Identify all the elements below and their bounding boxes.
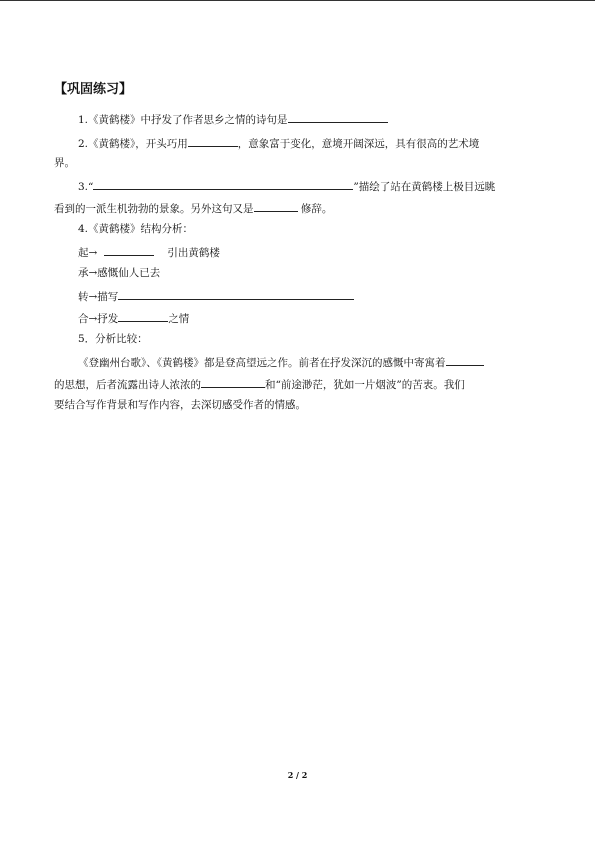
question-3-continued [54,200,332,216]
answer-blank-3a[interactable] [93,178,353,190]
structure-he-suffix: 之情 [168,313,190,325]
answer-blank-5a[interactable] [446,354,484,366]
page-number: 2 / 2 [287,770,308,780]
structure-qi-prefix: 起→ [78,247,98,259]
section-title: 【巩固练习】 [54,82,133,97]
question-3-text-b: ”描绘了站在黄鹤楼上极目远眺 [353,181,496,193]
question-4-heading: 4.《黄鹤楼》结构分析： [78,223,194,235]
question-5-line-3: 要结合写作背景和写作内容，去深切感受作者的情感。 [54,399,306,411]
structure-cheng: 承→感慨仙人已去 [78,267,161,279]
question-2-text-a: 2.《黄鹤楼》，开头巧用 [78,138,188,150]
structure-he [78,310,189,326]
structure-he-prefix: 合→抒发 [78,313,119,325]
question-3-text-d: 修辞。 [300,203,333,215]
question-3 [78,178,495,194]
question-3-text-a: 3.“ [78,181,94,193]
question-3-text-c: 看到的一派生机勃勃的景象。另外这句又是 [54,203,254,215]
question-5-heading: 5．分析比较： [78,333,148,345]
question-5-text-b: 的思想，后者流露出诗人浓浓的 [54,379,201,391]
question-5-text-a: 《登幽州台歌》、《黄鹤楼》都是登高望远之作。前者在抒发深沉的感慨中寄寓着 [78,357,446,369]
question-5-text-c: 和“前途渺茫，犹如一片烟波”的苦衷。我们 [265,379,465,391]
answer-blank-4c[interactable] [118,310,168,322]
answer-blank-4a[interactable] [104,244,154,256]
question-2-continued: 界。 [54,157,75,169]
question-1 [78,111,388,127]
answer-blank-2[interactable] [188,135,238,147]
structure-zhuan [78,288,354,304]
question-5-line-1 [78,354,484,370]
structure-zhuan-prefix: 转→描写 [78,291,119,303]
question-5-line-2 [54,376,465,392]
page-top-border [0,0,595,1]
answer-blank-3b[interactable] [254,200,298,212]
structure-qi-suffix: 引出黄鹤楼 [167,247,220,259]
answer-blank-4b[interactable] [118,288,354,300]
answer-blank-1[interactable] [288,111,388,123]
question-2-text-b: ，意象富于变化，意境开阔深远，具有很高的艺术境 [237,138,480,150]
answer-blank-5b[interactable] [201,376,265,388]
question-2 [78,135,479,151]
structure-qi [78,244,220,260]
question-1-text: 1.《黄鹤楼》中抒发了作者思乡之情的诗句是 [78,114,288,126]
